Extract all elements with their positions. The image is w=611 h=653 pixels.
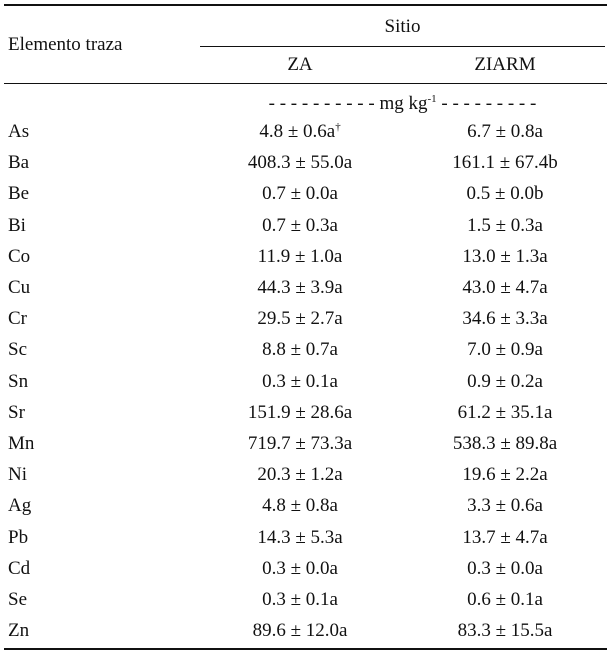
table-row (0, 523, 611, 555)
ziarm-value-cell: 0.9 ± 0.2a (467, 370, 543, 392)
group-rule (200, 46, 605, 47)
element-cell: As (8, 121, 30, 142)
top-rule (4, 4, 607, 6)
ziarm-value-cell: 161.1 ± 67.4b (452, 152, 558, 174)
za-value: 4.8 ± 0.6a (259, 121, 336, 142)
ziarm-value-cell: 13.0 ± 1.3a (462, 245, 548, 267)
element-cell: Sc (8, 339, 27, 361)
za-value-cell (200, 152, 400, 174)
za-value: 8.8 ± 0.7a (262, 339, 338, 361)
element-cell: Ba (8, 152, 30, 174)
ziarm-value-cell: 34.6 ± 3.3a (462, 308, 548, 330)
table-row (0, 273, 611, 305)
ziarm-value-cell: 6.7 ± 0.8a (467, 121, 543, 142)
element-cell: Co (8, 245, 31, 267)
element-cell: Cr (8, 308, 27, 330)
ziarm-value-cell: 83.3 ± 15.5a (457, 620, 553, 642)
header-rule (4, 83, 607, 84)
table-row (0, 460, 611, 492)
element-column-header: Elemento traza (8, 34, 123, 55)
table-row (0, 179, 611, 211)
ziarm-value-cell: 0.3 ± 0.0a (467, 557, 543, 579)
table-row (0, 304, 611, 336)
ziarm-value-cell: 538.3 ± 89.8a (452, 433, 558, 454)
table-row (0, 398, 611, 430)
element-cell: Ni (8, 464, 27, 486)
unit-dashes-left: - - - - - - - - - - (268, 93, 375, 114)
table-row (0, 429, 611, 461)
ziarm-value-cell: 0.5 ± 0.0b (466, 183, 544, 205)
za-value-cell (200, 495, 400, 517)
za-value-cell (200, 183, 400, 205)
ziarm-value-cell: 3.3 ± 0.6a (467, 495, 543, 517)
table-row (0, 211, 611, 243)
za-value: 29.5 ± 2.7a (257, 308, 343, 330)
element-cell: Bi (8, 214, 26, 236)
element-cell: Se (8, 589, 27, 610)
ziarm-value-cell: 0.6 ± 0.1a (467, 589, 543, 610)
za-value-cell (200, 215, 400, 237)
za-value: 44.3 ± 3.9a (257, 277, 343, 298)
element-cell: Sr (8, 401, 25, 423)
za-value-cell (200, 527, 400, 549)
ziarm-value-cell: 61.2 ± 35.1a (457, 401, 553, 423)
table-row (0, 148, 611, 180)
element-cell: Zn (8, 620, 30, 642)
element-cell: Cu (8, 277, 31, 298)
za-value-cell (200, 371, 400, 393)
ziarm-value-cell: 43.0 ± 4.7a (462, 277, 548, 298)
unit-row (200, 93, 605, 115)
za-value: 0.3 ± 0.1a (262, 370, 338, 392)
site-header-ziarm: ZIARM (474, 54, 536, 75)
unit-dashes-right: - - - - - - - - - (441, 93, 537, 114)
table-row (0, 335, 611, 367)
za-value: 719.7 ± 73.3a (247, 433, 353, 454)
element-cell: Cd (8, 557, 31, 579)
za-value-cell (200, 558, 400, 580)
za-value-cell (200, 402, 400, 424)
site-header-za: ZA (287, 54, 313, 75)
za-value-cell (200, 277, 400, 299)
table-row (0, 242, 611, 274)
element-cell: Be (8, 183, 30, 205)
unit-label: mg kg (379, 93, 428, 114)
ziarm-value-cell: 19.6 ± 2.2a (462, 464, 548, 486)
za-value-cell (200, 433, 400, 455)
table-row (0, 554, 611, 586)
za-value-cell (200, 308, 400, 330)
za-value: 151.9 ± 28.6a (247, 401, 353, 423)
table-row (0, 491, 611, 523)
table-row (0, 117, 611, 149)
za-value: 20.3 ± 1.2a (257, 464, 343, 486)
za-value-cell (200, 339, 400, 361)
table-row (0, 616, 611, 648)
element-cell: Ag (8, 495, 32, 517)
za-value-cell (200, 246, 400, 268)
za-value-cell (200, 589, 400, 611)
ziarm-value-cell: 7.0 ± 0.9a (467, 339, 543, 361)
footnote-mark: † (335, 121, 341, 133)
za-value-cell (200, 620, 400, 642)
za-value: 89.6 ± 12.0a (252, 620, 348, 642)
ziarm-value-cell: 1.5 ± 0.3a (467, 214, 543, 236)
element-cell: Sn (8, 370, 29, 392)
za-value: 0.3 ± 0.0a (262, 557, 338, 579)
unit-exponent: -1 (427, 93, 437, 105)
za-value: 0.3 ± 0.1a (262, 589, 338, 610)
za-value: 11.9 ± 1.0a (257, 245, 343, 267)
za-value: 4.8 ± 0.8a (262, 495, 338, 517)
table-row (0, 367, 611, 399)
za-value-cell (200, 121, 400, 143)
bottom-rule (4, 648, 607, 650)
za-value: 14.3 ± 5.3a (257, 526, 343, 548)
za-value: 0.7 ± 0.3a (262, 214, 338, 236)
table-row (0, 585, 611, 617)
za-value: 0.7 ± 0.0a (262, 183, 338, 205)
site-group-header: Sitio (384, 16, 421, 37)
za-value-cell (200, 464, 400, 486)
element-cell: Mn (8, 433, 35, 454)
element-cell: Pb (8, 526, 29, 548)
za-value: 408.3 ± 55.0a (247, 152, 353, 174)
ziarm-value-cell: 13.7 ± 4.7a (462, 526, 548, 548)
